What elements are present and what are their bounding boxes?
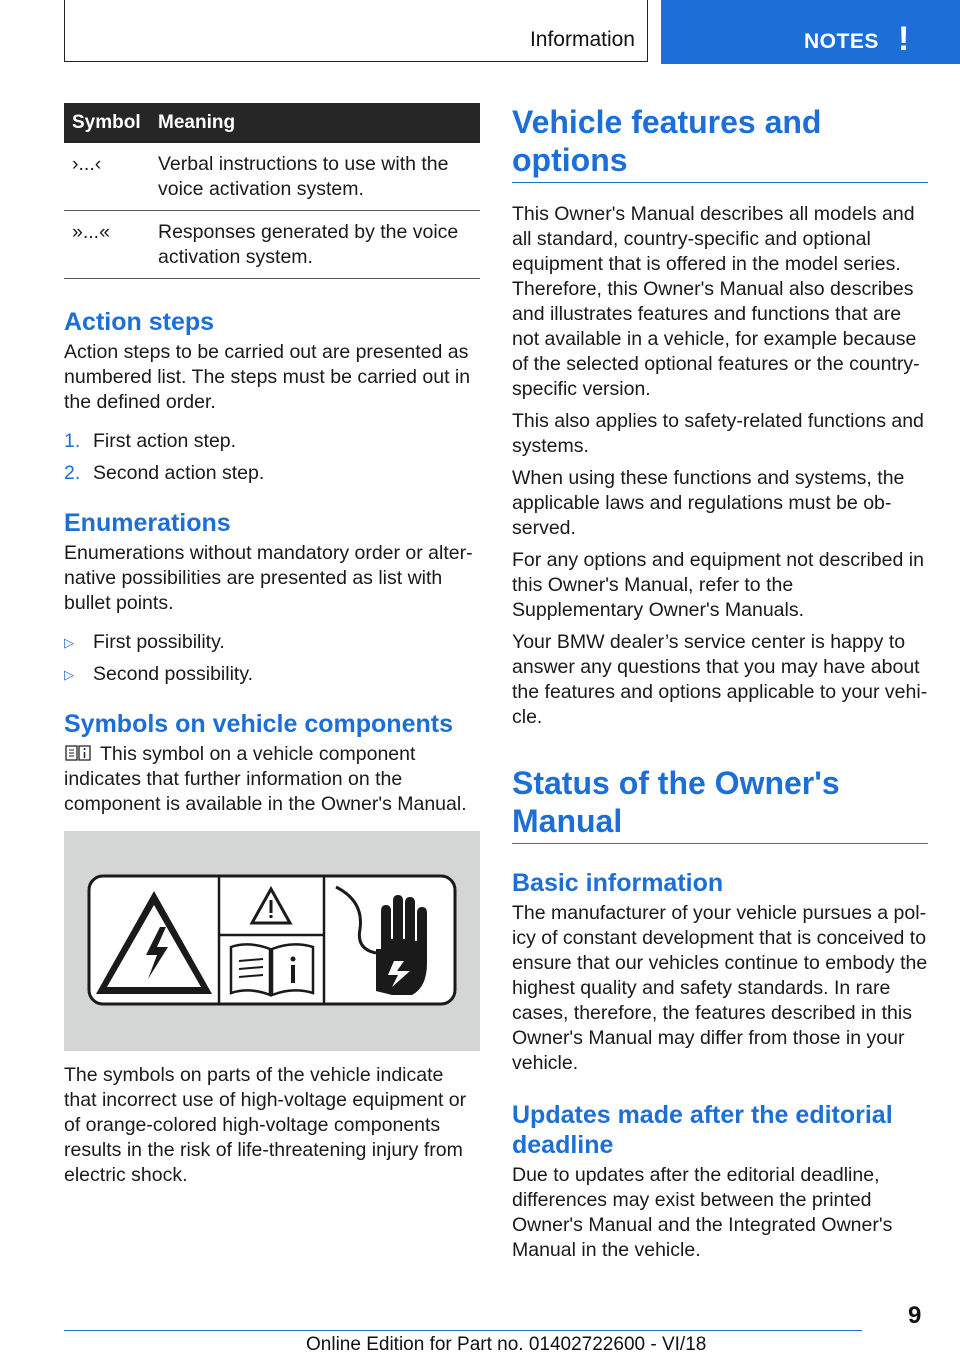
symbol-table-header xyxy=(64,103,480,143)
step-text: First action step. xyxy=(93,430,237,452)
left-column xyxy=(64,103,480,1188)
vehicle-features-body xyxy=(512,202,928,730)
footer-rule xyxy=(64,1330,862,1331)
high-voltage-warning-image xyxy=(64,831,480,1051)
footer-edition: Online Edition for Part no. 01402722600 - VI/18 xyxy=(306,1334,707,1355)
symbols-vehicle-text xyxy=(64,742,480,817)
updates-heading: Updates made after the editorial deadline xyxy=(512,1101,893,1159)
vehicle-features-heading: Vehicle features and options xyxy=(512,104,822,178)
meaning-cell: Verbal instructions to use with the voice activation system. xyxy=(158,143,480,211)
paragraph: When using these functions and systems, the applicable laws and regulations must be observed. xyxy=(512,467,905,539)
list-item xyxy=(64,461,480,486)
enumerations-section xyxy=(64,508,480,687)
paragraph: This Owner's Manual describes all models and all standard, country-specific and optional equipment that is offered in the model series. Therefore, this Owner's Manual also describes and illustrates features and functions that are not available in a vehicle, for example because of the selected optional features or the country-specific version. xyxy=(512,203,920,400)
paragraph: For any options and equipment not described in this Owner's Manual, refer to the Supplementary Owner's Manuals. xyxy=(512,549,924,621)
symbol-header: Symbol xyxy=(64,103,158,143)
page-number: 9 xyxy=(908,1302,922,1329)
meaning-header: Meaning xyxy=(158,103,480,143)
list-item xyxy=(64,662,480,687)
exclamation-icon: ! xyxy=(898,20,910,58)
action-steps-heading: Action steps xyxy=(64,308,215,336)
enumerations-text: Enumerations without mandatory order or alternative possibilities are presented as list with bullet points. xyxy=(64,542,473,614)
bullet-text: First possibility. xyxy=(93,631,225,653)
bullet-triangle-icon: ▷ xyxy=(64,667,74,682)
list-item xyxy=(64,429,480,454)
heading-rule xyxy=(512,843,928,844)
step-text: Second action step. xyxy=(93,462,265,484)
status-heading: Status of the Owner's Manual xyxy=(512,765,840,839)
symbols-vehicle-heading: Symbols on vehicle components xyxy=(64,710,453,738)
step-number: 2. xyxy=(64,462,81,484)
header-notes-tab xyxy=(661,0,960,64)
action-steps-section xyxy=(64,307,480,486)
action-steps-text: Action steps to be carried out are presented as numbered list. The steps must be carried out in the defined order. xyxy=(64,341,471,413)
header-section-title: Information xyxy=(529,28,635,51)
symbols-vehicle-description: This symbol on a vehicle component indicates that further information on the component is available in the Owner's Manual. xyxy=(64,743,467,815)
paragraph: This also applies to safety-related functions and systems. xyxy=(512,410,924,457)
right-column xyxy=(512,103,928,1263)
paragraph: Your BMW dealer’s service center is happy to answer any questions that you may have about the features and options applicable to your vehicle. xyxy=(512,631,928,728)
symbol-cell: »...« xyxy=(64,211,158,279)
bullet-triangle-icon: ▷ xyxy=(64,635,74,650)
symbols-vehicle-section xyxy=(64,709,480,1188)
symbol-table xyxy=(64,103,480,279)
header-notes-label: NOTES xyxy=(804,30,879,53)
step-number: 1. xyxy=(64,430,81,452)
bullet-text: Second possibility. xyxy=(93,663,254,685)
enumerations-heading: Enumerations xyxy=(64,509,231,537)
table-row xyxy=(64,143,480,211)
manual-book-icon xyxy=(64,744,92,762)
symbol-cell: ›...‹ xyxy=(64,143,158,211)
table-row xyxy=(64,211,480,279)
list-item xyxy=(64,630,480,655)
updates-text: Due to updates after the editorial deadline, differences may exist between the printed Owner's Manual and the Integrated Owner's Manual in the vehicle. xyxy=(512,1164,893,1261)
heading-rule xyxy=(512,182,928,183)
header-section-box xyxy=(64,0,648,62)
high-voltage-caption: The symbols on parts of the vehicle indicate that incorrect use of high-voltage equipment or of orange-colored high-voltage components results in the risk of life-threatening injury from electric shock. xyxy=(64,1064,467,1186)
basic-info-text: The manufacturer of your vehicle pursues a policy of constant development that is conceived to ensure that our vehicles continue to embody the highest quality and safety standards. In rare cases, therefore, the features described in this Owner's Manual may differ from those in your vehicle. xyxy=(512,902,928,1074)
basic-info-heading: Basic information xyxy=(512,869,724,897)
meaning-cell: Responses generated by the voice activation system. xyxy=(158,211,480,279)
